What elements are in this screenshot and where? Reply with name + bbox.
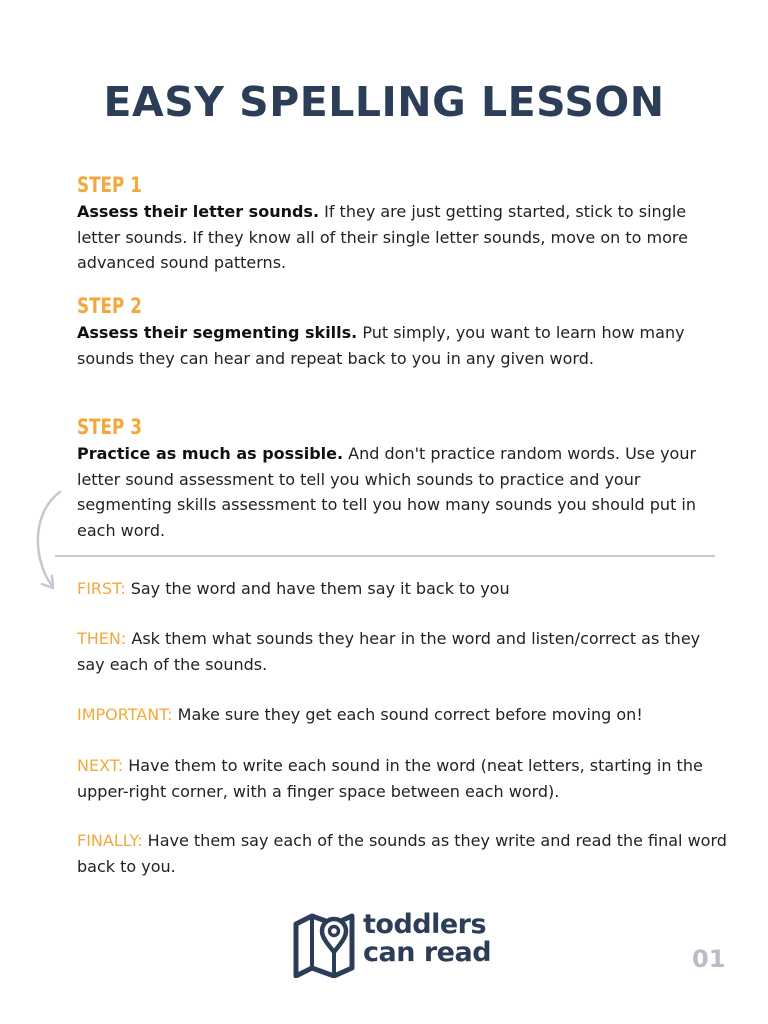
step-heading: STEP 2 (77, 294, 142, 318)
step-lead: Assess their letter sounds. (77, 202, 320, 221)
instruction-label: FIRST: (77, 579, 126, 598)
instruction-then (77, 626, 727, 677)
step-2 (77, 292, 697, 371)
logo-line: toddlers (363, 909, 487, 940)
instruction-text: Have them say each of the sounds as they write and read the final word back to you. (77, 831, 727, 876)
page-number: 01 (692, 945, 726, 973)
step-body (77, 320, 697, 371)
instruction-label: FINALLY: (77, 831, 143, 850)
step-lead: Assess their segmenting skills. (77, 323, 358, 342)
step-lead: Practice as much as possible. (77, 444, 344, 463)
instruction-text: Make sure they get each sound correct before moving on! (172, 705, 643, 724)
instruction-next (77, 753, 727, 804)
instruction-text: Have them to write each sound in the word (neat letters, starting in the upper-right corner, with a finger space between each word). (77, 756, 703, 801)
logo-line: can read (363, 937, 492, 968)
map-pin-icon (292, 910, 356, 978)
step-text: Put simply, you want to learn how many sounds they can hear and repeat back to you in any given word. (77, 323, 685, 368)
step-text: And don't practice random words. Use your letter sound assessment to tell you which sounds to practice and your segmenting skills assessment to tell you how many sounds you should put in each word. (77, 444, 697, 540)
logo-wordmark (363, 911, 491, 967)
curved-arrow-icon (30, 488, 70, 598)
step-heading: STEP 3 (77, 415, 142, 439)
step-heading: STEP 1 (77, 173, 142, 197)
instruction-text: Say the word and have them say it back to you (125, 579, 510, 598)
instruction-label: NEXT: (77, 756, 124, 775)
instruction-important (77, 702, 727, 728)
divider (55, 555, 715, 557)
step-1 (77, 171, 697, 276)
page-title: EASY SPELLING LESSON (103, 78, 665, 126)
instruction-label: IMPORTANT: (77, 705, 173, 724)
step-3 (77, 413, 697, 543)
step-body (77, 199, 697, 276)
instruction-text: Ask them what sounds they hear in the word and listen/correct as they say each of the sounds. (77, 629, 701, 674)
instruction-first (77, 576, 727, 602)
step-body (77, 441, 697, 543)
instruction-label: THEN: (77, 629, 127, 648)
instruction-finally (77, 828, 727, 879)
step-text: If they are just getting started, stick to single letter sounds. If they know all of their single letter sounds, move on to more advanced sound patterns. (77, 202, 688, 272)
